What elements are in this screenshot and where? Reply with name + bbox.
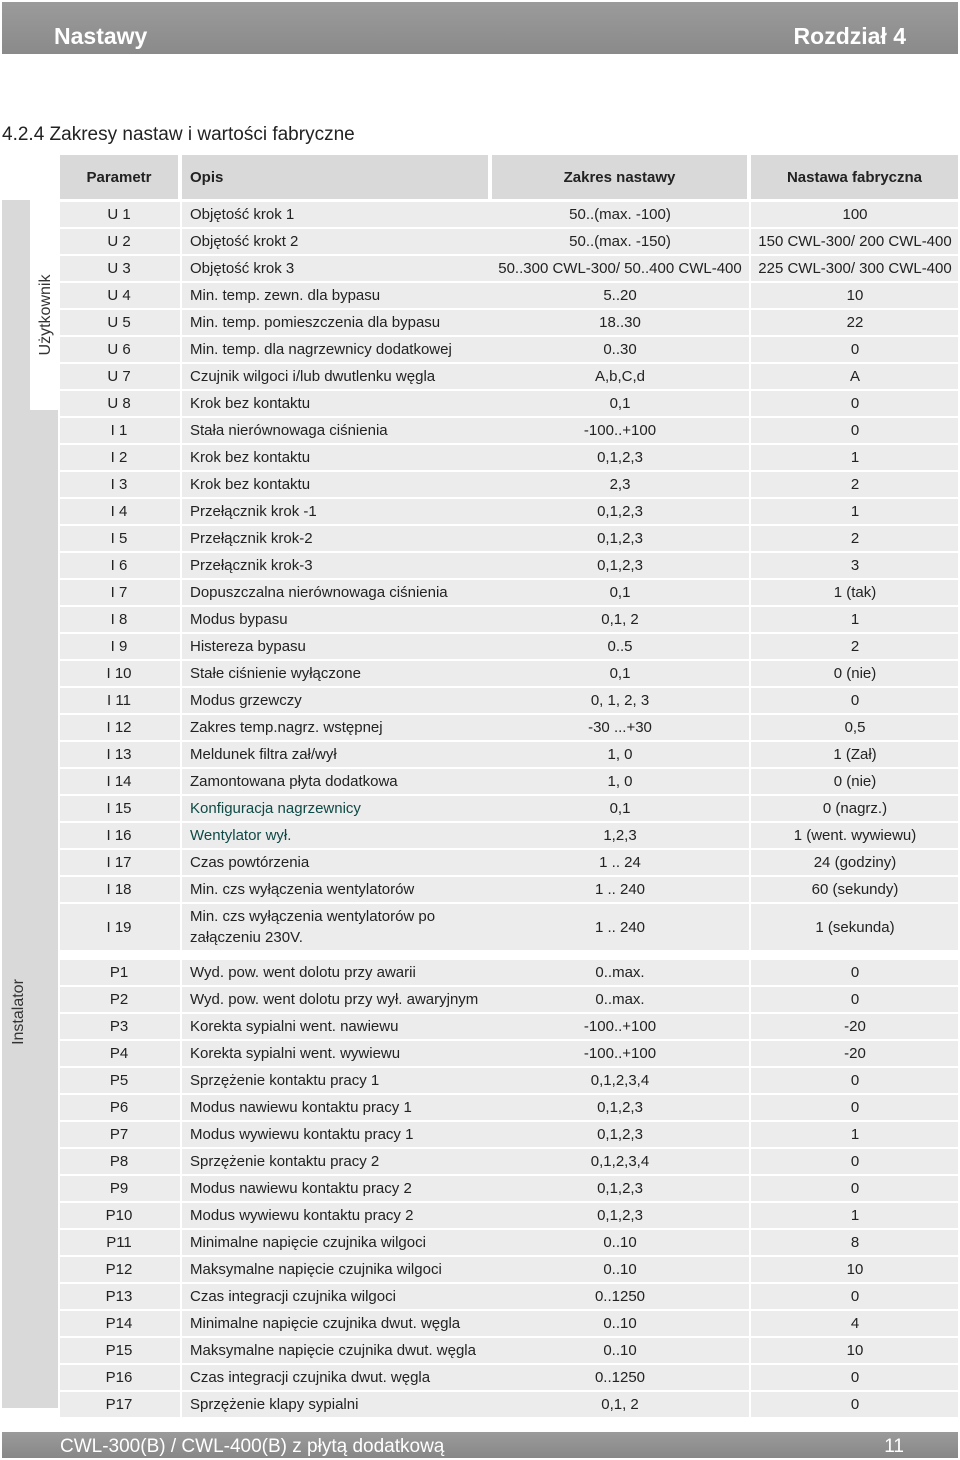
param-factory: 0 — [850, 1072, 860, 1089]
param-code: U 8 — [107, 395, 131, 412]
param-factory: -20 — [844, 1018, 866, 1035]
param-description: Stała nierównowaga ciśnienia — [190, 422, 388, 439]
cell-divider — [180, 1338, 182, 1363]
column-header-param: Parametr — [60, 155, 178, 199]
param-range: 0..max. — [595, 964, 645, 981]
table-row — [60, 904, 958, 950]
param-range: 50..(max. -150) — [569, 233, 671, 250]
param-range: 0,1, 2 — [601, 1396, 639, 1413]
param-description: Wentylator wył. — [190, 827, 292, 844]
param-factory: 2 — [850, 476, 860, 493]
table-row — [60, 1068, 958, 1093]
param-factory: -20 — [844, 1045, 866, 1062]
param-code: P15 — [105, 1342, 133, 1359]
param-factory: 1 (went. wywiewu) — [793, 827, 917, 844]
param-range: 0,1,2,3 — [597, 1207, 643, 1224]
table-row — [60, 823, 958, 848]
param-factory: 0 — [850, 1288, 860, 1305]
param-range: 1, 0 — [607, 746, 633, 763]
param-factory: 10 — [846, 1261, 864, 1278]
table-row — [60, 769, 958, 794]
table-row — [60, 202, 958, 227]
param-range: 1 .. 24 — [599, 854, 641, 871]
cell-divider — [180, 850, 182, 875]
table-row — [60, 1257, 958, 1282]
cell-divider — [180, 987, 182, 1012]
param-description: Histereza bypasu — [190, 638, 306, 655]
param-description: Wyd. pow. went dolotu przy awarii — [190, 964, 416, 981]
param-code: P5 — [109, 1072, 129, 1089]
param-description: Min. czs wyłączenia wentylatorów po załączeniu 230V. — [190, 908, 436, 946]
cell-divider — [180, 742, 182, 767]
column-header-desc: Opis — [182, 155, 488, 199]
section-title: 4.2.4 Zakresy nastaw i wartości fabryczne — [2, 124, 355, 145]
param-factory: 225 CWL-300/ 300 CWL-400 — [758, 260, 952, 277]
table-row — [60, 580, 958, 605]
param-factory: 0 (nie) — [833, 773, 877, 790]
table-row — [60, 607, 958, 632]
table-row — [60, 715, 958, 740]
param-code: I 7 — [110, 584, 128, 601]
param-code: P8 — [109, 1153, 129, 1170]
cell-divider — [180, 1230, 182, 1255]
param-factory: 100 — [842, 206, 868, 223]
param-factory: 0,5 — [844, 719, 866, 736]
param-range: 0,1 — [609, 665, 631, 682]
param-code: P11 — [106, 1234, 132, 1251]
param-factory: 1 — [850, 1207, 860, 1224]
param-code: P1 — [109, 964, 129, 981]
cell-divider — [180, 1095, 182, 1120]
param-range: 0,1,2,3 — [597, 503, 643, 520]
table-row — [60, 960, 958, 985]
param-factory: 0 — [850, 991, 860, 1008]
param-factory: 0 — [850, 1099, 860, 1116]
param-factory: 10 — [846, 287, 864, 304]
param-code: P7 — [109, 1126, 129, 1143]
param-range: 0,1,2,3 — [597, 1126, 643, 1143]
table-row — [60, 877, 958, 902]
param-code: P10 — [105, 1207, 133, 1224]
cell-divider — [180, 580, 182, 605]
param-code: U 7 — [107, 368, 131, 385]
param-code: I 3 — [110, 476, 128, 493]
param-factory: 1 (tak) — [833, 584, 877, 601]
param-code: P2 — [109, 991, 129, 1008]
param-description: Stałe ciśnienie wyłączone — [190, 665, 361, 682]
param-code: I 9 — [110, 638, 128, 655]
param-factory: 0 — [850, 1180, 860, 1197]
param-factory: 1 (Zał) — [833, 746, 877, 763]
param-code: P3 — [109, 1018, 129, 1035]
param-factory: 10 — [846, 1342, 864, 1359]
table-row — [60, 1149, 958, 1174]
param-code: P12 — [105, 1261, 133, 1278]
cell-divider — [180, 634, 182, 659]
param-description: Korekta sypialni went. nawiewu — [190, 1018, 399, 1035]
param-code: I 17 — [106, 854, 132, 871]
param-description: Min. temp. dla nagrzewnicy dodatkowej — [190, 341, 452, 358]
param-code: I 12 — [106, 719, 132, 736]
param-description: Przełącznik krok-3 — [190, 557, 313, 574]
param-description: Krok bez kontaktu — [190, 449, 311, 466]
cell-divider — [180, 310, 182, 335]
cell-divider — [180, 960, 182, 985]
param-code: P17 — [105, 1396, 133, 1413]
param-range: 50..(max. -100) — [569, 206, 671, 223]
param-range: 0..10 — [603, 1315, 637, 1332]
group-user-label: Użytkownik — [37, 274, 54, 356]
table-row — [60, 688, 958, 713]
param-description: Konfiguracja nagrzewnicy — [190, 800, 361, 817]
table-row — [60, 987, 958, 1012]
cell-divider — [180, 418, 182, 443]
header-chapter: Rozdział 4 — [793, 23, 906, 49]
param-description: Czas powtórzenia — [190, 854, 310, 871]
param-range: A,b,C,d — [594, 368, 646, 385]
cell-divider — [180, 769, 182, 794]
cell-divider — [180, 499, 182, 524]
param-range: 0..1250 — [594, 1369, 646, 1386]
param-factory: 1 (sekunda) — [815, 918, 895, 936]
cell-divider — [180, 904, 182, 950]
param-range: 0,1,2,3 — [597, 1180, 643, 1197]
table-row — [60, 445, 958, 470]
header-title: Nastawy — [54, 23, 148, 49]
table-row — [60, 661, 958, 686]
param-description: Objętość krokt 2 — [190, 233, 299, 250]
cell-divider — [180, 1041, 182, 1066]
cell-divider — [180, 1176, 182, 1201]
table-row — [60, 472, 958, 497]
param-range: 0,1,2,3 — [597, 449, 643, 466]
param-code: P14 — [105, 1315, 133, 1332]
cell-divider — [180, 337, 182, 362]
param-description: Meldunek filtra zał/wył — [190, 746, 337, 763]
param-code: I 1 — [110, 422, 128, 439]
param-code: P16 — [105, 1369, 133, 1386]
cell-divider — [180, 823, 182, 848]
table-row — [60, 1122, 958, 1147]
cell-divider — [180, 715, 182, 740]
param-description: Min. temp. zewn. dla bypasu — [190, 287, 381, 304]
param-code: U 5 — [107, 314, 131, 331]
param-range: 0..1250 — [594, 1288, 646, 1305]
param-range: 50..300 CWL-300/ 50..400 CWL-400 — [498, 260, 742, 277]
cell-divider — [180, 1284, 182, 1309]
param-description: Krok bez kontaktu — [190, 395, 311, 412]
param-factory: A — [849, 368, 860, 385]
param-description: Modus nawiewu kontaktu pracy 2 — [190, 1180, 412, 1197]
param-range: 0,1 — [609, 800, 631, 817]
group-installer-label: Instalator — [10, 979, 27, 1045]
param-range: 0..5 — [607, 638, 633, 655]
page-number: 11 — [884, 1436, 904, 1457]
param-factory: 8 — [850, 1234, 860, 1251]
cell-divider — [180, 283, 182, 308]
param-range: 0,1 — [609, 584, 631, 601]
cell-divider — [180, 1068, 182, 1093]
param-code: I 16 — [106, 827, 132, 844]
param-description: Modus wywiewu kontaktu pracy 1 — [190, 1126, 414, 1143]
param-range: 0,1,2,3,4 — [590, 1153, 650, 1170]
param-description: Minimalne napięcie czujnika wilgoci — [190, 1234, 426, 1251]
param-code: U 6 — [107, 341, 131, 358]
param-factory: 22 — [846, 314, 864, 331]
cell-divider — [180, 1122, 182, 1147]
param-description: Czas integracji czujnika dwut. węgla — [190, 1369, 431, 1386]
param-factory: 1 — [850, 611, 860, 628]
param-description: Korekta sypialni went. wywiewu — [190, 1045, 401, 1062]
param-code: U 4 — [107, 287, 131, 304]
table-row — [60, 1230, 958, 1255]
param-range: 0,1 — [609, 395, 631, 412]
param-range: 0..30 — [603, 341, 637, 358]
param-description: Modus wywiewu kontaktu pracy 2 — [190, 1207, 414, 1224]
param-code: U 1 — [107, 206, 131, 223]
cell-divider — [180, 472, 182, 497]
param-factory: 24 (godziny) — [813, 854, 897, 871]
param-description: Objętość krok 1 — [190, 206, 295, 223]
table-row — [60, 1284, 958, 1309]
param-factory: 1 — [850, 503, 860, 520]
param-factory: 3 — [850, 557, 860, 574]
param-range: 1, 0 — [607, 773, 633, 790]
param-description: Przełącznik krok-2 — [190, 530, 313, 547]
param-factory: 0 — [850, 395, 860, 412]
param-description: Objętość krok 3 — [190, 260, 295, 277]
table-row — [60, 742, 958, 767]
column-header-factory: Nastawa fabryczna — [751, 155, 958, 199]
table-row — [60, 634, 958, 659]
column-header-range: Zakres nastawy — [492, 155, 747, 199]
param-factory: 0 — [850, 692, 860, 709]
param-factory: 150 CWL-300/ 200 CWL-400 — [758, 233, 952, 250]
param-range: 0,1,2,3 — [597, 530, 643, 547]
table-row — [60, 283, 958, 308]
param-range: 18..30 — [599, 314, 641, 331]
param-description: Czas integracji czujnika wilgoci — [190, 1288, 396, 1305]
param-description: Czujnik wilgoci i/lub dwutlenku węgla — [190, 368, 436, 385]
table-row — [60, 1338, 958, 1363]
param-factory: 0 — [850, 422, 860, 439]
param-code: P9 — [109, 1180, 129, 1197]
param-code: I 10 — [106, 665, 132, 682]
param-range: 0..10 — [603, 1261, 637, 1278]
param-factory: 0 (nie) — [833, 665, 877, 682]
param-description: Wyd. pow. went dolotu przy wył. awaryjnym — [190, 991, 479, 1008]
param-range: 0,1,2,3 — [597, 557, 643, 574]
cell-divider — [180, 607, 182, 632]
param-code: I 8 — [110, 611, 128, 628]
param-code: U 2 — [107, 233, 131, 250]
param-code: I 11 — [107, 692, 131, 709]
param-description: Maksymalne napięcie czujnika wilgoci — [190, 1261, 442, 1278]
cell-divider — [180, 202, 182, 227]
param-code: I 19 — [106, 918, 132, 936]
table-row — [60, 796, 958, 821]
param-factory: 60 (sekundy) — [811, 881, 899, 898]
page-footer — [2, 1432, 958, 1458]
table-row — [60, 1311, 958, 1336]
param-description: Min. czs wyłączenia wentylatorów — [190, 881, 415, 898]
cell-divider — [180, 661, 182, 686]
param-range: 2,3 — [609, 476, 631, 493]
param-code: I 13 — [106, 746, 132, 763]
param-code: U 3 — [107, 260, 131, 277]
param-description: Maksymalne napięcie czujnika dwut. węgla — [190, 1342, 476, 1359]
param-factory: 0 (nagrz.) — [822, 800, 888, 817]
table-row — [60, 418, 958, 443]
param-range: 0,1,2,3,4 — [590, 1072, 650, 1089]
cell-divider — [180, 1203, 182, 1228]
param-range: 0, 1, 2, 3 — [590, 692, 650, 709]
table-row — [60, 1041, 958, 1066]
param-range: 0..10 — [603, 1342, 637, 1359]
param-factory: 0 — [850, 1396, 860, 1413]
table-row — [60, 553, 958, 578]
cell-divider — [180, 229, 182, 254]
cell-divider — [180, 526, 182, 551]
param-description: Zamontowana płyta dodatkowa — [190, 773, 398, 790]
table-row — [60, 229, 958, 254]
param-range: 0,1, 2 — [601, 611, 639, 628]
param-factory: 0 — [850, 1153, 860, 1170]
table-row — [60, 850, 958, 875]
param-description: Krok bez kontaktu — [190, 476, 311, 493]
table-row — [60, 256, 958, 281]
table-row — [60, 499, 958, 524]
param-factory: 4 — [850, 1315, 860, 1332]
cell-divider — [180, 1365, 182, 1390]
param-range: 1 .. 240 — [594, 918, 646, 936]
table-row — [60, 337, 958, 362]
param-code: P6 — [109, 1099, 129, 1116]
cell-divider — [180, 1392, 182, 1417]
param-range: 1,2,3 — [603, 827, 637, 844]
table-row — [60, 1176, 958, 1201]
param-code: I 4 — [110, 503, 128, 520]
param-factory: 1 — [850, 1126, 860, 1143]
param-description: Min. temp. pomieszczenia dla bypasu — [190, 314, 441, 331]
param-factory: 0 — [850, 1369, 860, 1386]
param-range: 0..10 — [603, 1234, 637, 1251]
cell-divider — [180, 688, 182, 713]
table-row — [60, 1014, 958, 1039]
table-row — [60, 1095, 958, 1120]
param-range: 5..20 — [603, 287, 637, 304]
param-code: I 5 — [110, 530, 128, 547]
param-code: I 14 — [106, 773, 132, 790]
param-description: Zakres temp.nagrz. wstępnej — [190, 719, 383, 736]
param-range: -100..+100 — [583, 1018, 657, 1035]
table-row — [60, 526, 958, 551]
param-code: I 6 — [110, 557, 128, 574]
cell-divider — [180, 445, 182, 470]
param-code: I 2 — [110, 449, 128, 466]
param-description: Przełącznik krok -1 — [190, 503, 317, 520]
param-description: Dopuszczalna nierównowaga ciśnienia — [190, 584, 448, 601]
table-row — [60, 1392, 958, 1417]
param-code: P13 — [105, 1288, 133, 1305]
param-range: 1 .. 240 — [594, 881, 646, 898]
cell-divider — [180, 553, 182, 578]
cell-divider — [180, 877, 182, 902]
param-description: Modus nawiewu kontaktu pracy 1 — [190, 1099, 412, 1116]
cell-divider — [180, 796, 182, 821]
cell-divider — [180, 256, 182, 281]
param-code: I 15 — [106, 800, 132, 817]
table-row — [60, 1365, 958, 1390]
param-description: Sprzężenie klapy sypialni — [190, 1396, 359, 1413]
param-factory: 0 — [850, 341, 860, 358]
param-range: 0..max. — [595, 991, 645, 1008]
param-factory: 2 — [850, 638, 860, 655]
param-code: P4 — [109, 1045, 129, 1062]
cell-divider — [180, 391, 182, 416]
param-factory: 0 — [850, 964, 860, 981]
param-range: -100..+100 — [583, 422, 657, 439]
cell-divider — [180, 1311, 182, 1336]
param-factory: 1 — [850, 449, 860, 466]
param-code: I 18 — [106, 881, 132, 898]
table-row — [60, 1203, 958, 1228]
table-row — [60, 310, 958, 335]
table-row — [60, 364, 958, 389]
param-factory: 2 — [850, 530, 860, 547]
param-range: 0,1,2,3 — [597, 1099, 643, 1116]
table-row — [60, 391, 958, 416]
param-description: Modus bypasu — [190, 611, 288, 628]
param-description: Minimalne napięcie czujnika dwut. węgla — [190, 1315, 461, 1332]
footer-product: CWL-300(B) / CWL-400(B) z płytą dodatkową — [60, 1436, 445, 1457]
cell-divider — [180, 1014, 182, 1039]
cell-divider — [180, 1257, 182, 1282]
page-header — [2, 2, 958, 54]
param-description: Modus grzewczy — [190, 692, 302, 709]
param-description: Sprzężenie kontaktu pracy 1 — [190, 1072, 380, 1089]
param-description: Sprzężenie kontaktu pracy 2 — [190, 1153, 380, 1170]
param-range: -30 ...+30 — [588, 719, 652, 736]
cell-divider — [180, 364, 182, 389]
cell-divider — [180, 1149, 182, 1174]
param-range: -100..+100 — [583, 1045, 657, 1062]
